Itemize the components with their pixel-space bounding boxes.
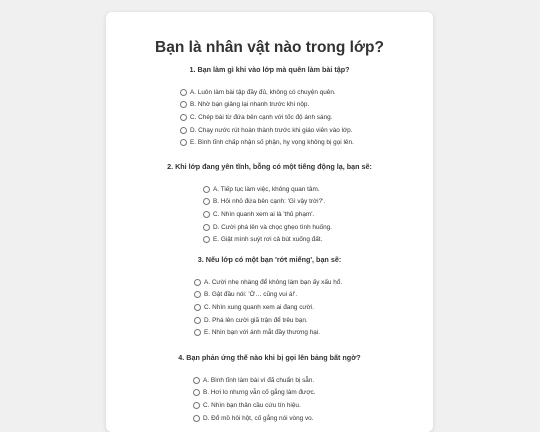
radio-button[interactable] bbox=[203, 198, 210, 205]
radio-button[interactable] bbox=[194, 304, 201, 311]
question-2-option-e[interactable] bbox=[203, 233, 332, 246]
radio-button[interactable] bbox=[203, 186, 210, 193]
question-2-option-c[interactable] bbox=[203, 208, 332, 221]
radio-button[interactable] bbox=[193, 415, 200, 422]
question-3-option-c[interactable] bbox=[194, 301, 342, 314]
option-label: E. Nhìn bạn với ánh mắt đầy thương hại. bbox=[204, 329, 321, 337]
option-label: C. Nhìn xung quanh xem ai đang cười. bbox=[204, 303, 315, 311]
question-1-option-d[interactable] bbox=[180, 124, 354, 137]
question-2-text: 2. Khi lớp đang yên tĩnh, bỗng có một tiếng động lạ, bạn sẽ: bbox=[167, 162, 372, 171]
option-label: A. Tiếp tục làm việc, không quan tâm. bbox=[213, 185, 320, 193]
option-label: E. Giật mình suýt rơi cả bút xuống đất. bbox=[213, 236, 323, 244]
question-1-option-e[interactable] bbox=[180, 136, 354, 149]
radio-button[interactable] bbox=[194, 279, 201, 286]
question-2-option-d[interactable] bbox=[203, 221, 332, 234]
option-label: D. Chạy nước rút hoàn thành trước khi giáo viên vào lớp. bbox=[190, 126, 353, 134]
option-label: C. Chép bài từ đứa bên cạnh với tốc độ ánh sáng. bbox=[190, 113, 333, 121]
question-4-text: 4. Bạn phản ứng thế nào khi bị gọi lên bảng bất ngờ? bbox=[178, 353, 361, 362]
option-label: B. Hơi lo nhưng vẫn cố gắng làm được. bbox=[203, 389, 316, 397]
radio-button[interactable] bbox=[180, 139, 187, 146]
question-1-option-b[interactable] bbox=[180, 99, 354, 112]
radio-button[interactable] bbox=[194, 291, 201, 298]
question-4-option-a[interactable] bbox=[193, 374, 316, 387]
question-1-options bbox=[180, 86, 354, 149]
option-label: A. Luôn làm bài tập đầy đủ, không có chuyện quên. bbox=[190, 88, 336, 96]
option-label: D. Cười phá lên và chọc ghẹo tình huống. bbox=[213, 223, 332, 231]
radio-button[interactable] bbox=[194, 329, 201, 336]
option-label: A. Cười nhẹ nhàng để không làm bạn ấy xấu hổ. bbox=[204, 278, 343, 286]
radio-button[interactable] bbox=[203, 211, 210, 218]
radio-button[interactable] bbox=[203, 224, 210, 231]
question-3-option-e[interactable] bbox=[194, 326, 342, 339]
quiz-card bbox=[106, 12, 433, 432]
question-3-text: 3. Nếu lớp có một bạn 'rớt miếng', bạn sẽ: bbox=[197, 255, 342, 264]
quiz-title: Bạn là nhân vật nào trong lớp? bbox=[155, 39, 384, 56]
question-4-option-c[interactable] bbox=[193, 399, 316, 412]
radio-button[interactable] bbox=[193, 402, 200, 409]
option-label: B. Gật đầu nói: 'Ờ… cũng vui á!'. bbox=[204, 291, 298, 299]
question-3-option-d[interactable] bbox=[194, 314, 342, 327]
radio-button[interactable] bbox=[180, 114, 187, 121]
option-label: E. Bình tĩnh chấp nhận số phận, hy vọng không bị gọi lên. bbox=[190, 139, 354, 147]
option-label: D. Phá lên cười giã trận để trêu bạn. bbox=[204, 316, 308, 324]
question-2-options bbox=[203, 183, 332, 246]
radio-button[interactable] bbox=[180, 89, 187, 96]
radio-button[interactable] bbox=[193, 389, 200, 396]
question-4-option-d[interactable] bbox=[193, 412, 316, 425]
question-1-text: 1. Bạn làm gì khi vào lớp mà quên làm bài tập? bbox=[189, 65, 350, 74]
question-2-option-b[interactable] bbox=[203, 196, 332, 209]
question-3-option-b[interactable] bbox=[194, 289, 342, 302]
radio-button[interactable] bbox=[180, 101, 187, 108]
question-2-option-a[interactable] bbox=[203, 183, 332, 196]
radio-button[interactable] bbox=[203, 236, 210, 243]
option-label: A. Bình tĩnh làm bài vì đã chuẩn bị sẵn. bbox=[203, 376, 315, 384]
question-4-options bbox=[193, 374, 316, 424]
radio-button[interactable] bbox=[193, 377, 200, 384]
option-label: C. Nhìn bạn thân cầu cứu tín hiệu. bbox=[203, 401, 301, 409]
question-3-options bbox=[194, 276, 342, 339]
question-3-option-a[interactable] bbox=[194, 276, 342, 289]
option-label: D. Đổ mồ hôi hột, cố gắng nói vòng vo. bbox=[203, 414, 314, 422]
radio-button[interactable] bbox=[180, 127, 187, 134]
option-label: B. Hỏi nhỏ đứa bên cạnh: 'Gì vậy trời?'. bbox=[213, 198, 326, 206]
option-label: B. Nhờ bạn giảng lại nhanh trước khi nộp. bbox=[190, 101, 310, 109]
question-1-option-a[interactable] bbox=[180, 86, 354, 99]
option-label: C. Nhìn quanh xem ai là 'thủ phạm'. bbox=[213, 210, 315, 218]
radio-button[interactable] bbox=[194, 317, 201, 324]
question-1-option-c[interactable] bbox=[180, 111, 354, 124]
question-4-option-b[interactable] bbox=[193, 387, 316, 400]
